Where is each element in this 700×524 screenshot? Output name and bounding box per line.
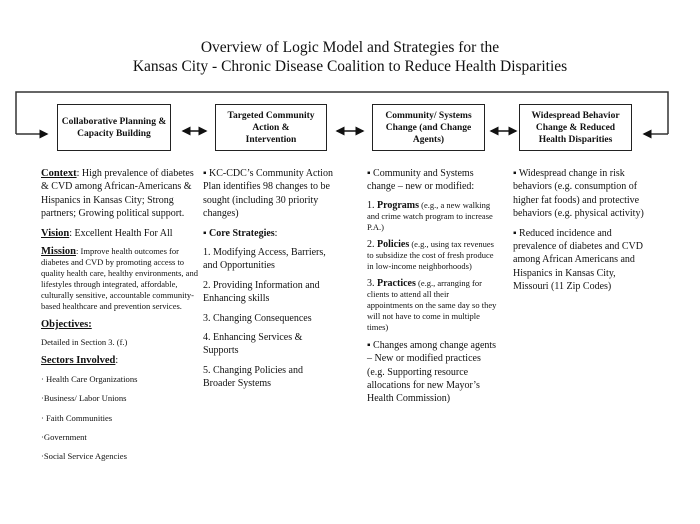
core-strategies-label: Core Strategies	[209, 227, 275, 239]
systems-change-intro: ▪ Community and Systems change – new or modified:	[367, 168, 475, 193]
strategy-item: 2. Providing Information and Enhancing skills	[203, 279, 320, 305]
box-label: Intervention	[245, 134, 297, 145]
strategy-item: 5. Changing Policies and Broader Systems	[203, 364, 303, 390]
objectives-heading	[41, 318, 201, 331]
strategy-item: 4. Enhancing Services & Supports	[203, 332, 303, 357]
strategy-item: 3. Changing Consequences	[203, 312, 312, 324]
box-label: Capacity Building	[77, 128, 151, 139]
colon: :	[274, 227, 278, 239]
item-label: Policies	[377, 238, 410, 250]
core-strategies-heading	[203, 227, 335, 240]
item-label: Practices	[377, 277, 416, 289]
sector-item: ·Business/ Labor Unions	[41, 393, 127, 404]
diagram-title-line2: Kansas City - Chronic Disease Coalition to Reduce Health Disparities	[132, 58, 568, 75]
item-number: 1.	[367, 199, 377, 211]
box-label: Collaborative Planning &	[61, 116, 167, 127]
item-label: Programs	[377, 199, 420, 211]
item-number: 2.	[367, 238, 377, 250]
sector-item: · Faith Communities	[41, 412, 113, 423]
column-targeted-action-details	[203, 167, 335, 397]
mission-text: : Improve health outcomes for diabetes and CVD by promoting access to quality health care, healthy environments, and lifestyles through integrated, affordable, culturally sensitive, accountable community-based healthcare and prevention services.	[41, 246, 198, 312]
box-label: Change (and Change	[385, 122, 472, 133]
box-label: Widespread Behavior	[531, 110, 620, 121]
box-community-systems-change	[372, 104, 485, 151]
objectives-label: Objectives:	[41, 319, 92, 331]
change-item-policies	[367, 239, 497, 272]
vision-paragraph	[41, 227, 201, 240]
diagram-title-line1: Overview of Logic Model and Strategies for the	[200, 39, 500, 56]
item-number: 3.	[367, 277, 377, 289]
box-collaborative-planning	[57, 104, 171, 151]
change-item-practices	[367, 278, 497, 333]
context-paragraph	[41, 167, 201, 221]
sectors-label: Sectors Involved	[41, 355, 116, 367]
vision-text: : Excellent Health For All	[69, 227, 173, 239]
change-item-programs	[367, 200, 497, 233]
item-text: (e.g., a new walking and crime watch program to increase P.A.)	[367, 199, 493, 232]
context-text: : High prevalence of diabetes & CVD among African-Americans & Hispanics in Kansas City; Strong partners; Growing political support.	[41, 168, 194, 220]
item-text: (e.g., arranging for clients to attend all their appointments on the same day so they will not have to come in multiple times)	[367, 277, 497, 332]
box-label: Health Disparities	[538, 134, 613, 145]
box-label: Action &	[252, 122, 290, 133]
outcome-item: ▪ Widespread change in risk behaviors (e.g. consumption of higher fat foods) and protective behaviors (e.g. physical activity)	[513, 168, 644, 220]
sector-item: · Health Care Organizations	[41, 373, 138, 384]
outcome-item: ▪ Reduced incidence and prevalence of diabetes and CVD among African Americans and Hispanics in Kansas City, Missouri (11 Zip Codes)	[513, 227, 643, 293]
sector-item: ·Government	[41, 432, 87, 443]
column-behavior-change-details	[513, 167, 648, 300]
vision-label: Vision	[41, 227, 70, 239]
action-plan-text: ▪ KC-CDC’s Community Action Plan identifies 98 changes to be sought (including 30 priority changes)	[203, 168, 333, 220]
bullet: ▪	[203, 227, 210, 239]
sectors-heading	[41, 354, 201, 367]
column-planning-details	[41, 167, 201, 470]
mission-paragraph	[41, 246, 201, 312]
box-label: Targeted Community	[227, 110, 315, 121]
box-label: Change & Reduced	[535, 122, 616, 133]
sector-item: ·Social Service Agencies	[41, 451, 127, 462]
item-text: (e.g., using tax revenues to subsidize the cost of fresh produce in low-income neighborhoods)	[367, 238, 494, 271]
box-label: Agents)	[412, 134, 445, 145]
column-systems-change-details	[367, 167, 497, 412]
box-label: Community/ Systems	[385, 110, 472, 121]
mission-label: Mission	[41, 246, 77, 258]
strategy-item: 1. Modifying Access, Barriers, and Opportunities	[203, 247, 326, 272]
sectors-colon: :	[115, 355, 119, 367]
context-label: Context	[41, 168, 77, 179]
objectives-text: Detailed in Section 3. (f.)	[41, 337, 128, 348]
box-targeted-community-action	[215, 104, 327, 151]
change-agents-text: ▪ Changes among change agents – New or modified practices (e.g. Supporting resource allocations for new Mayor’s Health Commission)	[367, 339, 497, 405]
box-widespread-behavior-change	[519, 104, 632, 151]
